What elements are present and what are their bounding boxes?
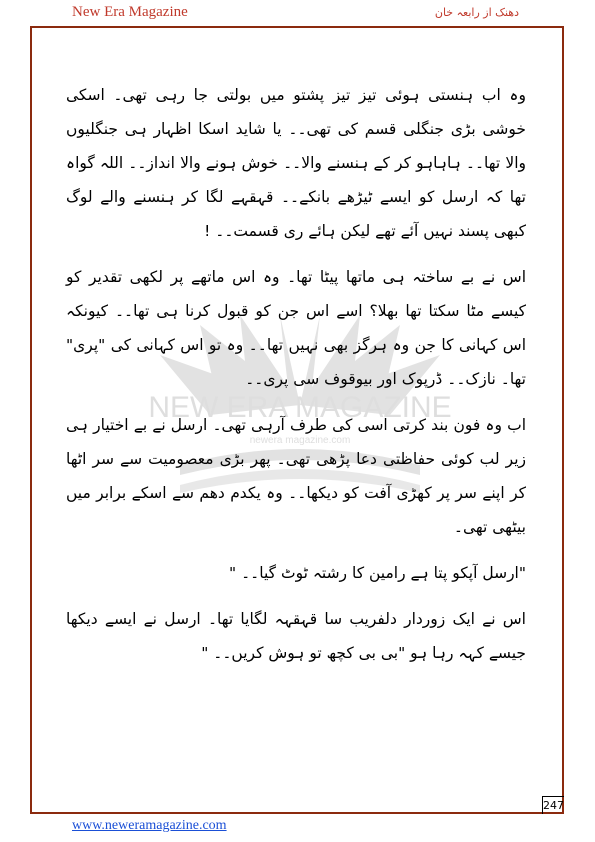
paragraph: اب وہ فون بند کرتی اسی کی طرف آرہی تھی۔ ارسل نے بے اختیار ہی زیر لب کوئی حفاظتی دعا پڑھی تھی۔ پھر بڑی معصومیت سے سر اٹھا کر اپنے سر پر کھڑی آفت کو دیکھا۔۔ وہ یکدم دھم سے اسکے برابر میں بیٹھی تھی۔ [66, 416, 526, 536]
paragraph: وہ اب ہنستی ہوئی تیز تیز پشتو میں بولتی جا رہی تھی۔ اسکی خوشی بڑی جنگلی قسم کی تھی۔۔ یا شاید اسکا اظہار ہی جنگلیوں والا تھا۔۔ ہاہاہو کر کے ہنسنے والا۔۔ خوش ہونے والا انداز۔۔ اللہ گواہ تھا کہ ارسل کو ایسے ٹیڑھے بانکے۔۔ قہقہے لگا کر ہنسنے والے لوگ کبھی پسند نہیں آئے تھے لیکن ہائے ری قسمت۔۔ ! [66, 86, 526, 240]
watermark-title: NEW ERA MAGAZINE [148, 391, 452, 424]
paragraph: اس نے بے ساختہ ہی ماتھا پیٹا تھا۔ وہ اس ماتھے پر لکھی تقدیر کو کیسے مٹا سکتا تھا بھلا؟ اسے اس جن کو قبول کرنا ہی تھا۔۔ کیونکہ اس کہانی کا جن وہ ہرگز بھی نہیں تھا۔۔ وہ تو اس کہانی کی "پری" تھا۔ نازک۔۔ ڈرپوک اور بیوقوف سی پری۔۔ [66, 268, 526, 388]
page-number: 247 [542, 796, 564, 814]
website-link[interactable]: www.neweramagazine.com [72, 818, 227, 833]
novel-title: دھنک از رابعہ خان [434, 6, 519, 19]
paragraph: اس نے ایک زوردار دلفریب سا قہقہہ لگایا تھا۔ ارسل نے ایسے دیکھا جیسے کہہ رہا ہو "بی بی کچھ تو ہوش کریں۔۔ " [66, 610, 526, 662]
article-body [66, 78, 526, 682]
magazine-name: New Era Magazine [72, 4, 188, 20]
watermark-subtitle: newera magazine.com [249, 435, 351, 446]
paragraph: "ارسل آپکو پتا ہے رامین کا رشتہ ٹوٹ گیا۔۔ " [229, 564, 526, 582]
